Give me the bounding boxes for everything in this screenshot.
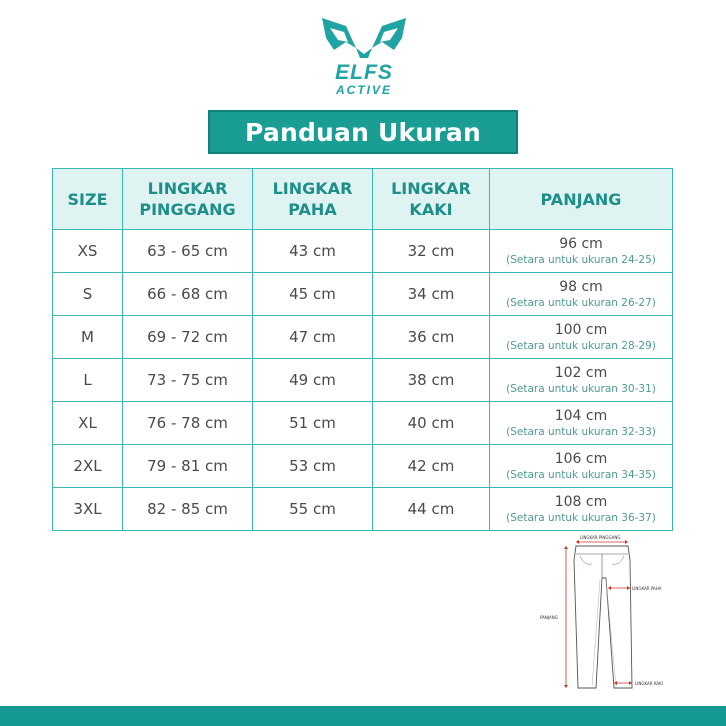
- length-note: (Setara untuk ukuran 28-29): [506, 339, 656, 352]
- length-cell: [490, 402, 673, 445]
- length-cell: [490, 488, 673, 531]
- footer-bar: [0, 706, 726, 726]
- page-title: Panduan Ukuran: [245, 117, 481, 147]
- waist-cell: 82 - 85 cm: [123, 488, 253, 531]
- table-row: [53, 488, 673, 531]
- size-cell: 3XL: [53, 488, 123, 531]
- size-chart-table: [52, 168, 673, 531]
- butterfly-logo-icon: [316, 14, 412, 64]
- waist-diagram-label: LINGKAR PINGGANG: [580, 535, 621, 540]
- length-cell: [490, 359, 673, 402]
- table-row: [53, 402, 673, 445]
- waist-cell: 73 - 75 cm: [123, 359, 253, 402]
- length-note: (Setara untuk ukuran 30-31): [506, 382, 656, 395]
- length-cell: [490, 445, 673, 488]
- waist-cell: 66 - 68 cm: [123, 273, 253, 316]
- header-size: SIZE: [53, 169, 123, 230]
- ankle-cell: 34 cm: [373, 273, 490, 316]
- brand-subname: ACTIVE: [335, 83, 392, 97]
- size-cell: XL: [53, 402, 123, 445]
- length-value: 98 cm: [559, 278, 603, 295]
- waist-cell: 69 - 72 cm: [123, 316, 253, 359]
- length-note: (Setara untuk ukuran 26-27): [506, 296, 656, 309]
- length-cell: [490, 230, 673, 273]
- length-cell: [490, 316, 673, 359]
- size-cell: S: [53, 273, 123, 316]
- length-value: 104 cm: [554, 407, 608, 424]
- thigh-cell: 55 cm: [253, 488, 373, 531]
- title-banner: [208, 110, 518, 154]
- ankle-diagram-label: LINGKAR KAKI: [635, 681, 663, 686]
- brand-name: ELFS: [335, 61, 393, 84]
- length-note: (Setara untuk ukuran 32-33): [506, 425, 656, 438]
- size-cell: 2XL: [53, 445, 123, 488]
- length-cell: [490, 273, 673, 316]
- header-ankle: LINGKAR KAKI: [373, 169, 490, 230]
- length-diagram-label: PANJANG: [540, 615, 558, 620]
- header-length: PANJANG: [490, 169, 673, 230]
- thigh-diagram-label: LINGKAR PAHA: [632, 586, 662, 591]
- ankle-cell: 38 cm: [373, 359, 490, 402]
- length-note: (Setara untuk ukuran 24-25): [506, 253, 656, 266]
- length-note: (Setara untuk ukuran 36-37): [506, 511, 656, 524]
- brand-logo: [316, 14, 412, 97]
- length-value: 100 cm: [554, 321, 608, 338]
- ankle-cell: 42 cm: [373, 445, 490, 488]
- table-row: [53, 445, 673, 488]
- header-waist: LINGKAR PINGGANG: [123, 169, 253, 230]
- length-value: 102 cm: [554, 364, 608, 381]
- table-row: [53, 316, 673, 359]
- length-value: 96 cm: [559, 235, 603, 252]
- header-thigh: LINGKAR PAHA: [253, 169, 373, 230]
- length-note: (Setara untuk ukuran 34-35): [506, 468, 656, 481]
- length-value: 106 cm: [554, 450, 608, 467]
- thigh-cell: 47 cm: [253, 316, 373, 359]
- ankle-cell: 36 cm: [373, 316, 490, 359]
- size-cell: M: [53, 316, 123, 359]
- thigh-cell: 51 cm: [253, 402, 373, 445]
- thigh-cell: 43 cm: [253, 230, 373, 273]
- thigh-cell: 53 cm: [253, 445, 373, 488]
- table-row: [53, 230, 673, 273]
- ankle-cell: 40 cm: [373, 402, 490, 445]
- table-row: [53, 359, 673, 402]
- size-cell: L: [53, 359, 123, 402]
- waist-cell: 79 - 81 cm: [123, 445, 253, 488]
- waist-cell: 63 - 65 cm: [123, 230, 253, 273]
- pants-icon: [536, 530, 686, 700]
- table-row: [53, 273, 673, 316]
- pants-measurement-diagram: [536, 530, 686, 700]
- ankle-cell: 44 cm: [373, 488, 490, 531]
- thigh-cell: 49 cm: [253, 359, 373, 402]
- thigh-cell: 45 cm: [253, 273, 373, 316]
- waist-cell: 76 - 78 cm: [123, 402, 253, 445]
- table-header-row: [53, 169, 673, 230]
- length-value: 108 cm: [554, 493, 608, 510]
- size-cell: XS: [53, 230, 123, 273]
- ankle-cell: 32 cm: [373, 230, 490, 273]
